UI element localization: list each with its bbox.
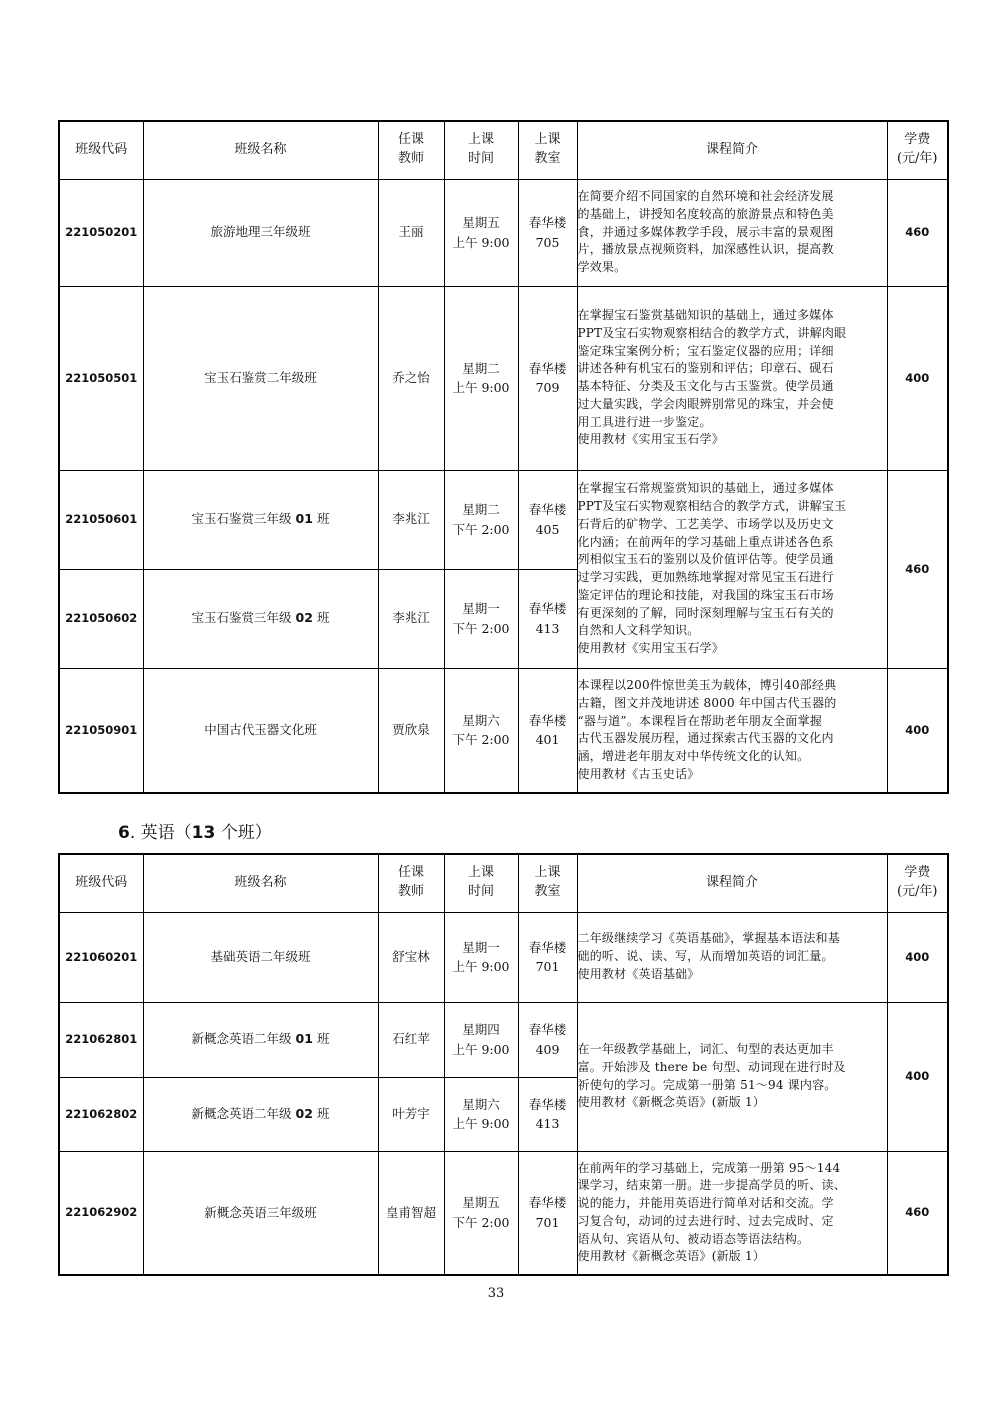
- course-description: 二年级继续学习《英语基础》，掌握基本语法和基 础的听、说、读、写，从而增加英语的词汇量。 使用教材《英语基础》: [577, 912, 887, 1002]
- table-row: [59, 912, 948, 1002]
- classroom: 春华楼 705: [518, 179, 577, 286]
- teacher: 舒宝林: [378, 912, 444, 1002]
- teacher: 叶芳宇: [378, 1077, 444, 1151]
- classroom: 春华楼 701: [518, 912, 577, 1002]
- class-code: 221062801: [59, 1002, 143, 1077]
- course-description: 在前两年的学习基础上，完成第一册第 95～144 课学习，结束第一册。进一步提高学员的听、读、 说的能力，并能用英语进行简单对话和交流。学 习复合句，动词的过去进行时、过去完成时、定 语从句、宾语从句、被动语态等语法结构。 使用教材《新概念英语》(新版 1）: [577, 1151, 887, 1275]
- teacher: 李兆江: [378, 470, 444, 569]
- class-code: 221050201: [59, 179, 143, 286]
- course-description: 在一年级教学基础上，词汇、句型的表达更加丰 富。开始涉及 there be 句型、动词现在进行时及 祈使句的学习。完成第一册第 51～94 课内容。 使用教材《新概念英语》(新版 1）: [577, 1002, 887, 1151]
- class-code: 221050601: [59, 470, 143, 569]
- tuition-fee: 460: [887, 179, 948, 286]
- section-heading: 6. 英语（13 个班）: [118, 823, 272, 843]
- course-table-1: [58, 120, 949, 794]
- class-time: 星期五 上午 9:00: [444, 179, 518, 286]
- header-teacher: 任课 教师: [378, 121, 444, 179]
- header-room: 上课 教室: [518, 121, 577, 179]
- class-time: 星期六 上午 9:00: [444, 1077, 518, 1151]
- classroom: 春华楼 405: [518, 470, 577, 569]
- class-time: 星期一 上午 9:00: [444, 912, 518, 1002]
- classroom: 春华楼 409: [518, 1002, 577, 1077]
- class-code: 221050901: [59, 668, 143, 793]
- tuition-fee: 400: [887, 1002, 948, 1151]
- header-desc: 课程简介: [577, 854, 887, 912]
- table-row: [59, 179, 948, 286]
- tuition-fee: 460: [887, 470, 948, 668]
- header-room: 上课 教室: [518, 854, 577, 912]
- class-name: 中国古代玉器文化班: [143, 668, 378, 793]
- header-time: 上课 时间: [444, 854, 518, 912]
- class-time: 星期五 下午 2:00: [444, 1151, 518, 1275]
- class-name: 新概念英语三年级班: [143, 1151, 378, 1275]
- table-header-row: [59, 121, 948, 179]
- class-code: 221060201: [59, 912, 143, 1002]
- class-name: 新概念英语二年级 02 班: [143, 1077, 378, 1151]
- class-code: 221050501: [59, 286, 143, 470]
- class-name: 宝玉石鉴赏二年级班: [143, 286, 378, 470]
- class-code: 221062802: [59, 1077, 143, 1151]
- classroom: 春华楼 413: [518, 1077, 577, 1151]
- teacher: 乔之怡: [378, 286, 444, 470]
- header-teacher: 任课 教师: [378, 854, 444, 912]
- header-time: 上课 时间: [444, 121, 518, 179]
- classroom: 春华楼 401: [518, 668, 577, 793]
- course-description: 在掌握宝石鉴赏基础知识的基础上，通过多媒体 PPT及宝石实物观察相结合的教学方式，讲解肉眼 鉴定珠宝案例分析；宝石鉴定仪器的应用；详细 讲述各种有机宝石的鉴别和评估；印章石、砚石 基本特征、分类及玉文化与古玉鉴赏。使学员通 过大量实践，学会肉眼辨别常见的珠宝，并会使 用工具进行进一步鉴定。 使用教材《实用宝玉石学》: [577, 286, 887, 470]
- header-fee: 学费 (元/年): [887, 121, 948, 179]
- class-time: 星期一 下午 2:00: [444, 569, 518, 668]
- course-table-2: [58, 853, 949, 1276]
- class-name: 宝玉石鉴赏三年级 01 班: [143, 470, 378, 569]
- class-code: 221062902: [59, 1151, 143, 1275]
- classroom: 春华楼 413: [518, 569, 577, 668]
- teacher: 贾欣泉: [378, 668, 444, 793]
- table-row: [59, 1151, 948, 1275]
- tuition-fee: 400: [887, 668, 948, 793]
- tuition-fee: 400: [887, 286, 948, 470]
- class-code: 221050602: [59, 569, 143, 668]
- teacher: 王丽: [378, 179, 444, 286]
- header-name: 班级名称: [143, 121, 378, 179]
- class-name: 基础英语二年级班: [143, 912, 378, 1002]
- class-name: 旅游地理三年级班: [143, 179, 378, 286]
- class-time: 星期二 上午 9:00: [444, 286, 518, 470]
- classroom: 春华楼 709: [518, 286, 577, 470]
- classroom: 春华楼 701: [518, 1151, 577, 1275]
- table-row: [59, 668, 948, 793]
- tuition-fee: 400: [887, 912, 948, 1002]
- table-row: [59, 470, 948, 569]
- teacher: 石红苹: [378, 1002, 444, 1077]
- class-name: 宝玉石鉴赏三年级 02 班: [143, 569, 378, 668]
- header-name: 班级名称: [143, 854, 378, 912]
- header-code: 班级代码: [59, 854, 143, 912]
- class-time: 星期四 上午 9:00: [444, 1002, 518, 1077]
- course-description: 在简要介绍不同国家的自然环境和社会经济发展 的基础上，讲授知名度较高的旅游景点和特色美 食，并通过多媒体教学手段，展示丰富的景观图 片，播放景点视频资料，加深感性认识，提高教 学效果。: [577, 179, 887, 286]
- table-header-row: [59, 854, 948, 912]
- header-desc: 课程简介: [577, 121, 887, 179]
- class-time: 星期六 下午 2:00: [444, 668, 518, 793]
- teacher: 皇甫智超: [378, 1151, 444, 1275]
- class-name: 新概念英语二年级 01 班: [143, 1002, 378, 1077]
- tuition-fee: 460: [887, 1151, 948, 1275]
- page-number: 33: [487, 1286, 505, 1301]
- teacher: 李兆江: [378, 569, 444, 668]
- class-time: 星期二 下午 2:00: [444, 470, 518, 569]
- table-row: [59, 286, 948, 470]
- course-description: 本课程以200件惊世美玉为载体，博引40部经典 古籍，图文并茂地讲述 8000 年中国古代玉器的 “器与道”。本课程旨在帮助老年朋友全面掌握 古代玉器发展历程，通过探索古代玉器的文化内 涵，增进老年朋友对中华传统文化的认知。 使用教材《古玉史话》: [577, 668, 887, 793]
- header-fee: 学费 (元/年): [887, 854, 948, 912]
- table-row: [59, 1002, 948, 1077]
- course-description: 在掌握宝石常规鉴赏知识的基础上，通过多媒体 PPT及宝石实物观察相结合的教学方式，讲解宝玉 石背后的矿物学、工艺美学、市场学以及历史文 化内涵；在前两年的学习基础上重点讲述各色系 列相似宝玉石的鉴别以及价值评估等。使学员通 过学习实践，更加熟练地掌握对常见宝玉石进行 鉴定评估的理论和技能，对我国的珠宝玉石市场 有更深刻的了解，同时深刻理解与宝玉石有关的 自然和人文科学知识。 使用教材《实用宝玉石学》: [577, 470, 887, 668]
- header-code: 班级代码: [59, 121, 143, 179]
